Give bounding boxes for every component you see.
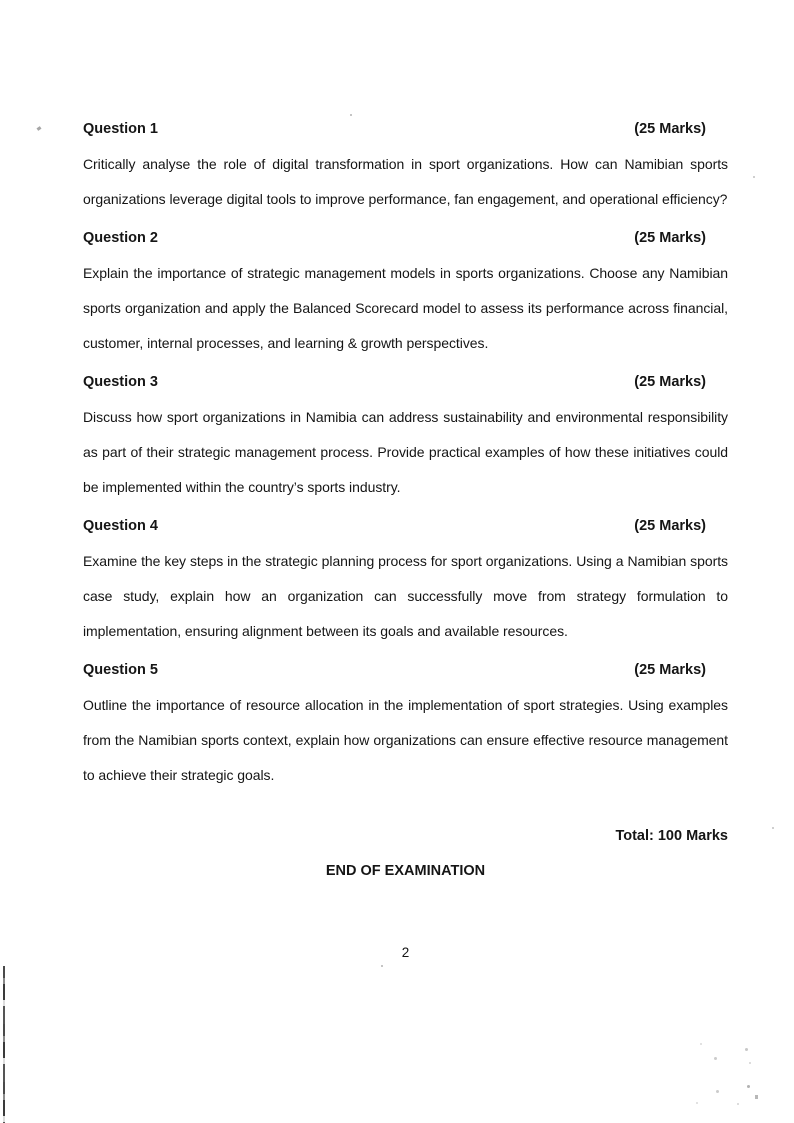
scan-artifact-speck [716,1090,719,1093]
scan-artifact-speck [747,1085,750,1088]
scan-artifact-speck [381,965,383,967]
exam-content [83,112,728,961]
question-block-5 [83,653,728,793]
question-5-header [83,653,728,688]
question-1-header [83,112,728,147]
scan-artifact-speck [37,126,42,131]
question-1-marks: (25 Marks) [634,121,706,137]
page-number: 2 [401,945,410,960]
scan-artifact-edge-line [3,966,5,1123]
scan-artifact-speck [714,1057,717,1060]
question-4-marks: (25 Marks) [634,518,706,534]
question-2-marks: (25 Marks) [634,230,706,246]
question-1-text: Critically analyse the role of digital transformation in sport organizations. How can Namibian sports organizations leverage digital tools to improve performance, fan engagement, and operational efficiency? [83,156,728,207]
scan-artifact-speck [737,1103,739,1105]
question-block-2 [83,221,728,361]
question-block-3 [83,365,728,505]
scan-artifact-speck [772,827,774,829]
scan-artifact-speck [749,1062,751,1064]
question-4-header [83,509,728,544]
scan-artifact-speck [753,176,755,178]
question-2-header [83,221,728,256]
end-of-examination: END OF EXAMINATION [325,863,486,879]
total-marks: Total: 100 Marks [615,828,728,844]
question-3-header [83,365,728,400]
question-4-text: Examine the key steps in the strategic planning process for sport organizations. Using a Namibian sports case study, explain how an organization can successfully move from strategy formulation to implementation, ensuring alignment between its goals and available resources. [83,553,728,639]
scan-artifact-speck [755,1095,758,1099]
question-2-text: Explain the importance of strategic management models in sports organizations. Choose any Namibian sports organization and apply the Balanced Scorecard model to assess its performance across financial, customer, internal processes, and learning & growth perspectives. [83,265,728,351]
question-3-marks: (25 Marks) [634,374,706,390]
question-3-text: Discuss how sport organizations in Namibia can address sustainability and environmental responsibility as part of their strategic management process. Provide practical examples of how these initiatives could be implemented within the country’s sports industry. [83,409,728,495]
question-5-label: Question 5 [83,662,158,678]
question-block-4 [83,509,728,649]
question-1-label: Question 1 [83,121,158,137]
question-5-marks: (25 Marks) [634,662,706,678]
scan-artifact-speck [745,1048,748,1051]
scan-artifact-speck [350,114,352,116]
question-3-label: Question 3 [83,374,158,390]
question-block-1 [83,112,728,217]
question-2-label: Question 2 [83,230,158,246]
scan-artifact-speck [700,1043,702,1045]
scan-artifact-speck [696,1102,698,1104]
question-4-label: Question 4 [83,518,158,534]
question-5-text: Outline the importance of resource allocation in the implementation of sport strategies. Using examples from the Namibian sports context, explain how organizations can ensure effective resource management to achieve their strategic goals. [83,697,728,783]
